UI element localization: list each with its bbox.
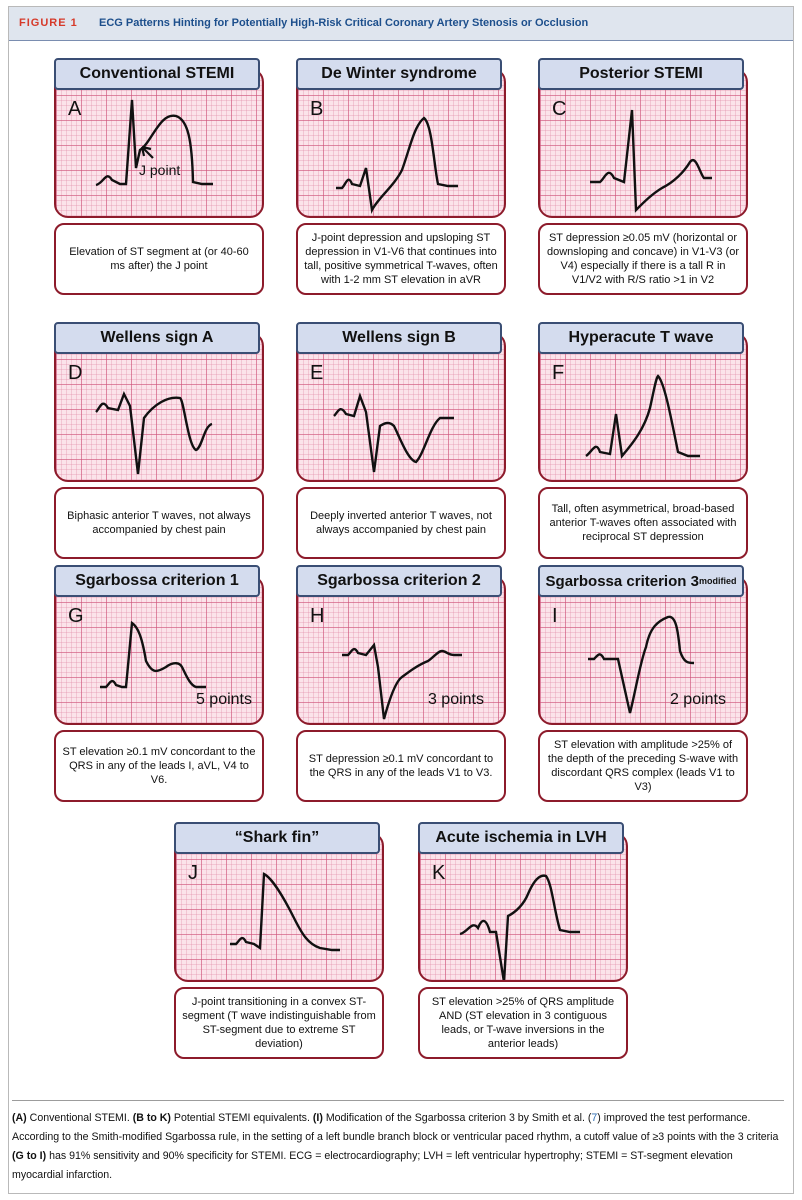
panel-description: Tall, often asymmetrical, broad-based anterior T-waves often associated with reciprocal ST depression <box>538 487 748 559</box>
figure-label: FIGURE 1 <box>19 17 78 29</box>
panel-description: ST depression ≥0.1 mV concordant to the QRS in any of the leads V1 to V3. <box>296 730 506 802</box>
ecg-trace-f <box>540 334 748 482</box>
panel-letter: F <box>552 362 565 384</box>
ecg-grid <box>54 332 264 482</box>
panel-description: Elevation of ST segment at (or 40-60 ms after) the J point <box>54 223 264 295</box>
panel-e <box>296 322 516 572</box>
ecg-grid <box>538 68 748 218</box>
caption-bk-text: Potential STEMI equivalents. <box>170 1112 313 1124</box>
ecg-trace-j <box>176 834 384 982</box>
panel-d <box>54 322 274 572</box>
panel-letter: I <box>552 605 558 627</box>
panel-title-text: Sgarbossa criterion 3 <box>545 572 699 590</box>
figure-title: ECG Patterns Hinting for Potentially High-Risk Critical Coronary Artery Stenosis or Occlusion <box>99 17 589 29</box>
panel-title <box>538 565 744 597</box>
panel-title: “Shark fin” <box>174 822 380 854</box>
figure-caption <box>12 1100 784 1188</box>
ecg-grid <box>538 332 748 482</box>
caption-bk-label: (B to K) <box>132 1112 171 1124</box>
panel-title: De Winter syndrome <box>296 58 502 90</box>
ecg-grid <box>296 68 506 218</box>
caption-gi-label: (G to I) <box>12 1150 47 1162</box>
caption-i-text: Modification of the Sgarbossa criterion 3 by Smith et al. ( <box>322 1112 592 1124</box>
panel-letter: C <box>552 98 567 120</box>
panel-description: J-point transitioning in a convex ST-segment (T wave indistinguishable from ST-segment due to extreme ST deviation) <box>174 987 384 1059</box>
caption-a-text: Conventional STEMI. <box>26 1112 133 1124</box>
panel-letter: D <box>68 362 83 384</box>
ecg-grid <box>174 832 384 982</box>
ecg-grid <box>538 572 748 725</box>
panel-i <box>538 565 758 815</box>
panel-title: Hyperacute T wave <box>538 322 744 354</box>
panel-title: Wellens sign A <box>54 322 260 354</box>
caption-a-label: (A) <box>12 1112 27 1124</box>
panel-description: ST elevation ≥0.1 mV concordant to the QRS in any of the leads I, aVL, V4 to V6. <box>54 730 264 802</box>
panel-description: ST elevation >25% of QRS amplitude AND (ST elevation in 3 contiguous leads, or T-wave inversions in the anterior leads) <box>418 987 628 1059</box>
ecg-grid <box>418 832 628 982</box>
caption-end-text: has 91% sensitivity and 90% specificity for STEMI. ECG = electrocardiography; LVH = left ventricular hypertrophy; STEMI = ST-segment elevation myocardial infarction. <box>12 1150 733 1181</box>
panel-title: Sgarbossa criterion 2 <box>296 565 502 597</box>
ecg-trace-k <box>420 834 628 982</box>
panel-letter: E <box>310 362 324 384</box>
panel-b <box>296 58 516 308</box>
panel-description: Deeply inverted anterior T waves, not always accompanied by chest pain <box>296 487 506 559</box>
panel-title: Acute ischemia in LVH <box>418 822 624 854</box>
panel-title-superscript: modified <box>698 576 737 586</box>
ecg-trace-d <box>56 334 264 482</box>
ecg-trace-a <box>56 70 264 218</box>
panel-letter: H <box>310 605 325 627</box>
panel-title: Wellens sign B <box>296 322 502 354</box>
panel-description: Biphasic anterior T waves, not always accompanied by chest pain <box>54 487 264 559</box>
ecg-trace-c <box>540 70 748 218</box>
panel-g <box>54 565 274 815</box>
points-label: 2 points <box>669 691 726 708</box>
panel-h <box>296 565 516 815</box>
panel-a <box>54 58 274 308</box>
panel-letter: A <box>68 98 82 120</box>
ecg-grid <box>54 575 264 725</box>
ecg-grid <box>296 575 506 725</box>
caption-i-label: (I) <box>312 1112 323 1124</box>
panel-letter: J <box>188 862 198 884</box>
panel-f <box>538 322 758 572</box>
points-label: 3 points <box>427 691 484 708</box>
panel-letter: G <box>68 605 84 627</box>
panel-j <box>174 822 394 1072</box>
panel-letter: B <box>310 98 324 120</box>
panel-title: Sgarbossa criterion 1 <box>54 565 260 597</box>
j-point-label: J point <box>139 162 181 178</box>
panel-description: J-point depression and upsloping ST depression in V1-V6 that continues into tall, positive symmetrical T-waves, often with 1-2 mm ST elevation in aVR <box>296 223 506 295</box>
panel-description: ST elevation with amplitude >25% of the depth of the preceding S-wave with discordant QRS complex (leads V1 to V3) <box>538 730 748 802</box>
ecg-trace-b <box>298 70 506 218</box>
panel-k <box>418 822 638 1072</box>
panel-description: ST depression ≥0.05 mV (horizontal or downsloping and concave) in V1-V3 (or V4) especially if there is a tall R in V1/V2 with R/S ratio >1 in V2 <box>538 223 748 295</box>
points-label: 5 points <box>195 691 252 708</box>
ecg-trace-e <box>298 334 506 482</box>
panel-letter: K <box>432 862 446 884</box>
panel-c <box>538 58 758 308</box>
figure-header <box>9 7 793 41</box>
ecg-grid <box>54 68 264 218</box>
panel-title: Conventional STEMI <box>54 58 260 90</box>
panel-title: Posterior STEMI <box>538 58 744 90</box>
arrow-icon <box>142 147 153 158</box>
caption-i-text2: ) improved the test performance. According to the Smith-modified Sgarbossa rule, in the setting of a left bundle branch block or ventricular paced rhythm, a cutoff value of ≥3 points with the 3 criteria <box>12 1112 779 1143</box>
reference-link[interactable]: 7 <box>591 1112 598 1124</box>
ecg-grid <box>296 332 506 482</box>
